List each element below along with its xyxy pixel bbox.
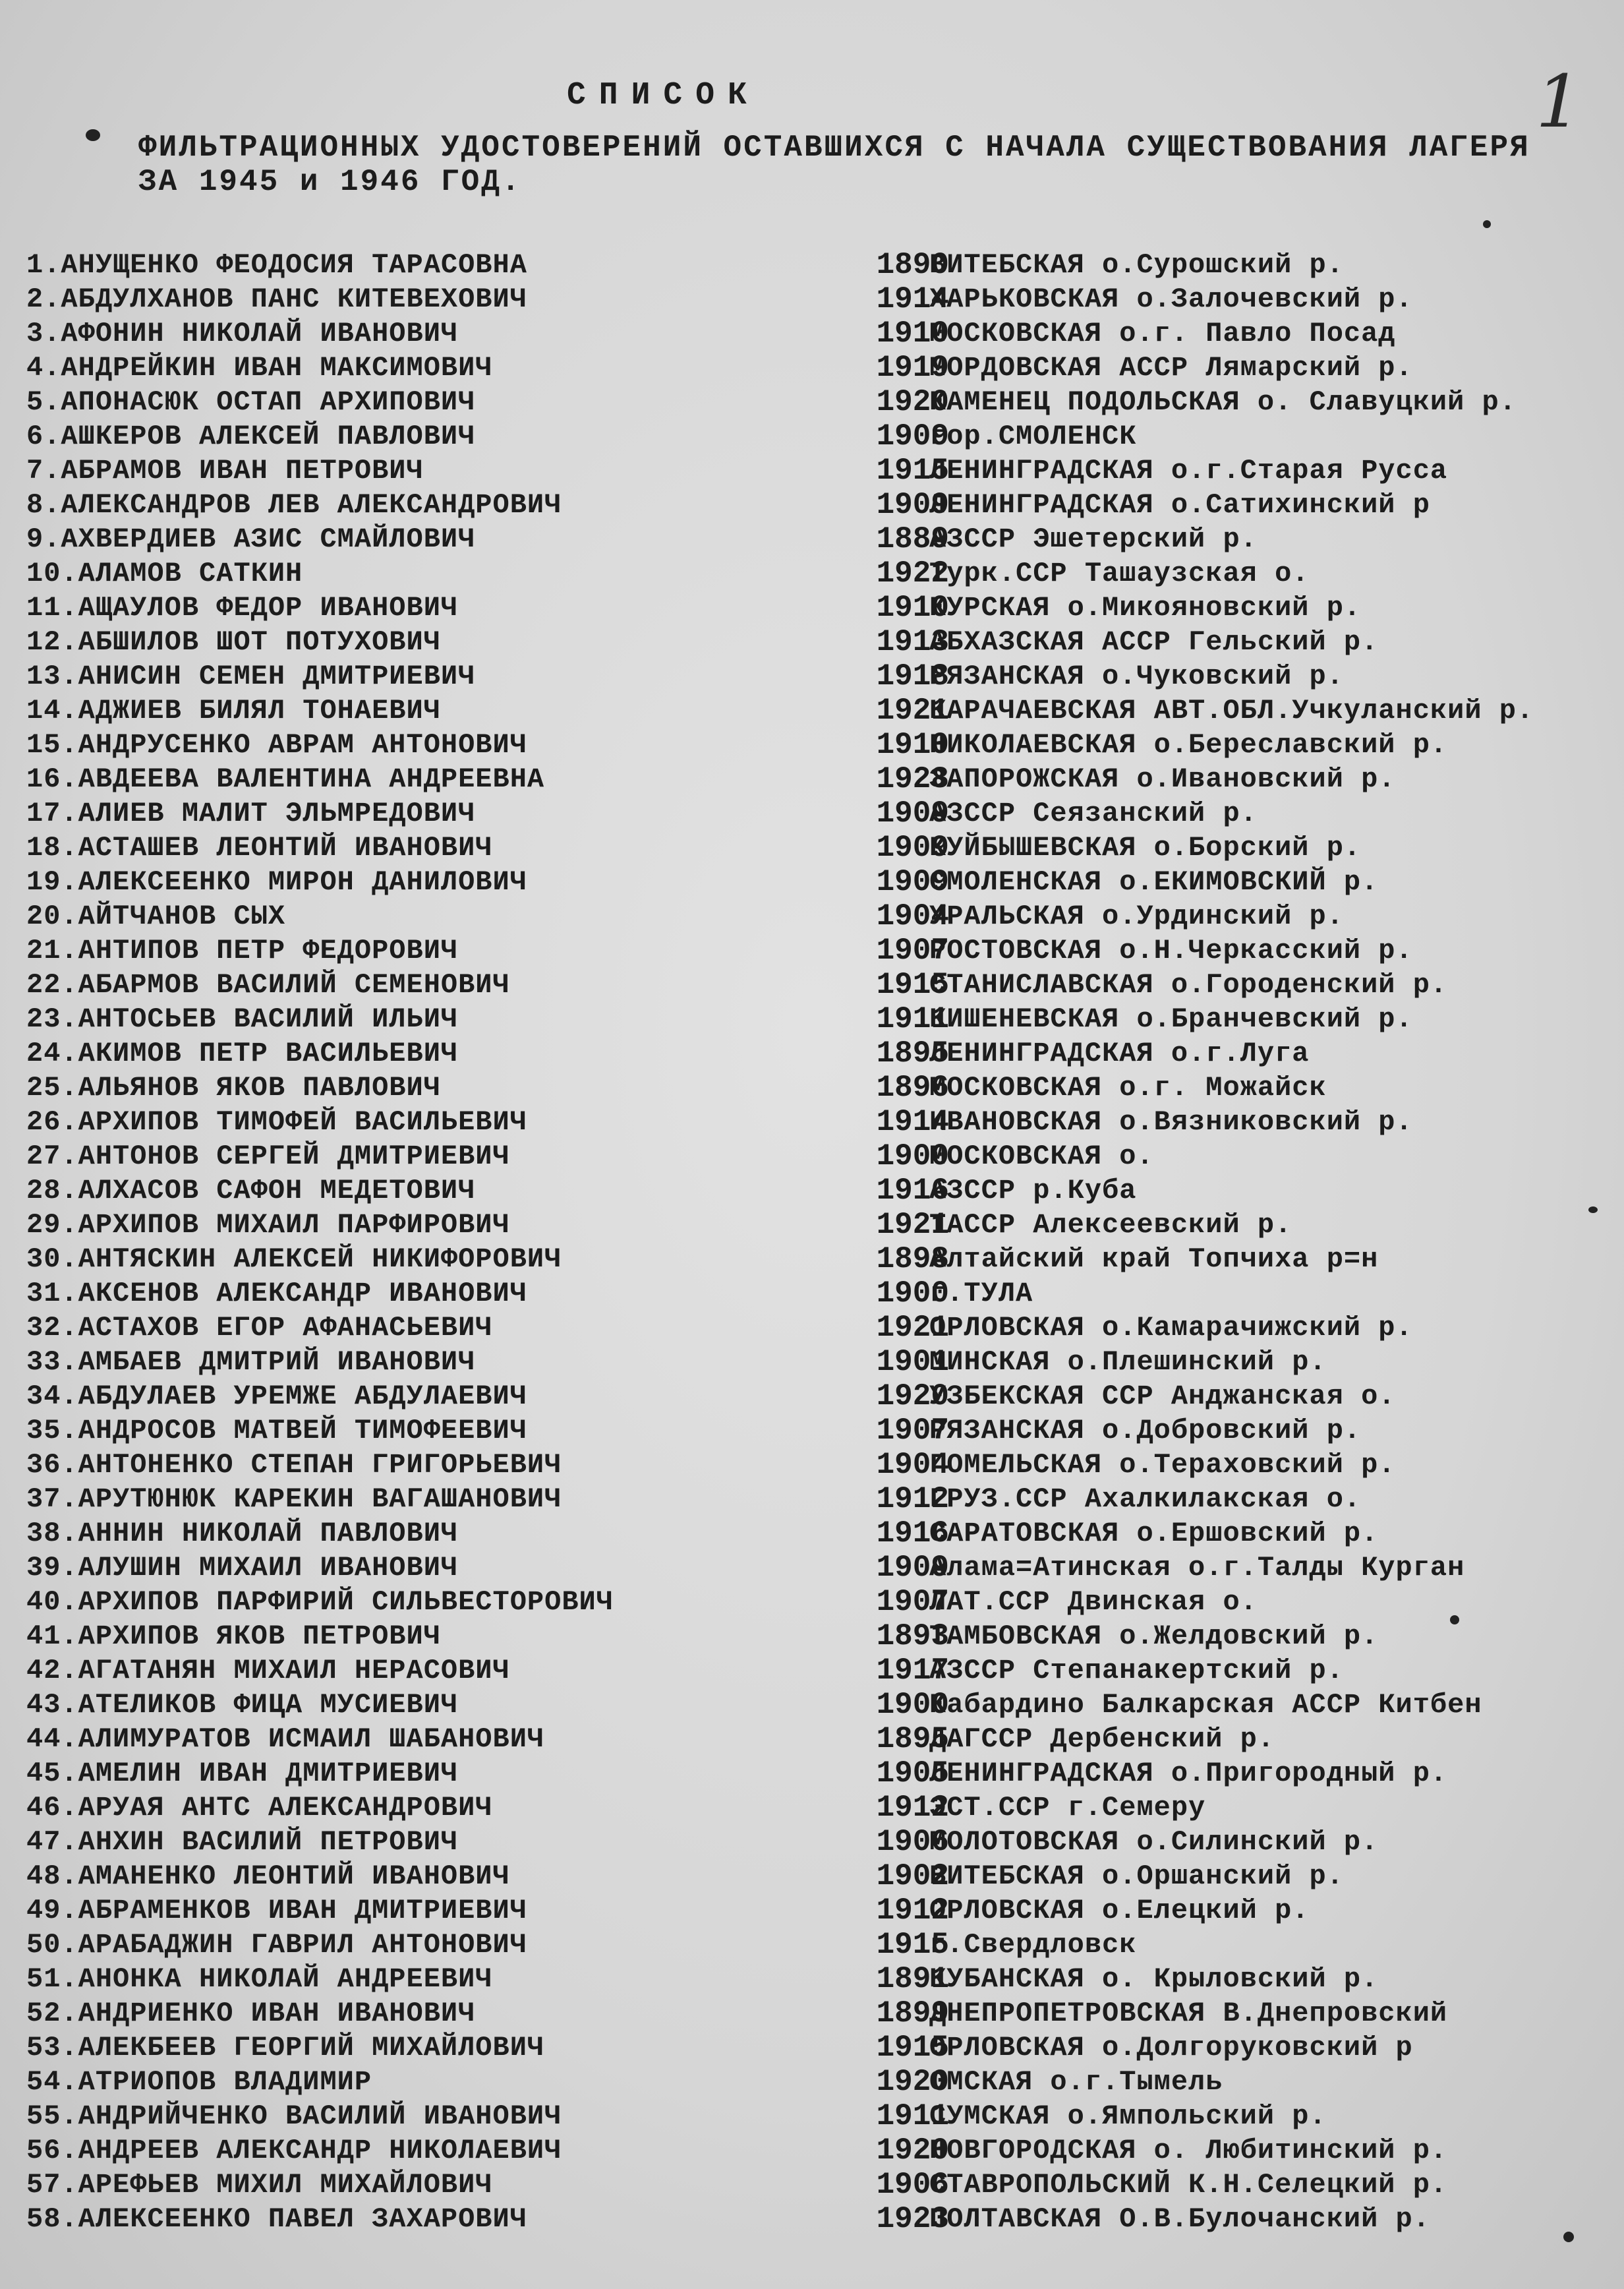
record-name: 53.АЛЕКБЕЕВ ГЕОРГИЙ МИХАЙЛОВИЧ [26, 2032, 545, 2064]
record-birthplace: г.Свердловск [929, 1929, 1137, 1961]
record-row [26, 1516, 1624, 1551]
record-row [26, 762, 1624, 796]
record-birth-year: 1891 [876, 1962, 949, 1996]
record-name: 40.АРХИПОВ ПАРФИРИЙ СИЛЬВЕСТОРОВИЧ [26, 1586, 614, 1618]
record-name: 7.АБРАМОВ ИВАН ПЕТРОВИЧ [26, 455, 424, 487]
record-birth-year: 1910 [876, 316, 949, 351]
record-row [26, 865, 1624, 899]
record-row [26, 1962, 1624, 1996]
record-name: 25.АЛЬЯНОВ ЯКОВ ПАВЛОВИЧ [26, 1072, 441, 1104]
record-birth-year: 1914 [876, 1105, 949, 1139]
record-row [26, 1928, 1624, 1962]
record-name: 45.АМЕЛИН ИВАН ДМИТРИЕВИЧ [26, 1758, 459, 1789]
ink-blot [1450, 1615, 1459, 1624]
record-row [26, 556, 1624, 591]
record-row [26, 1791, 1624, 1825]
record-row [26, 1653, 1624, 1688]
record-name: 23.АНТОСЬЕВ ВАСИЛИЙ ИЛЬИЧ [26, 1003, 459, 1035]
record-birthplace: ГОМЕЛЬСКАЯ о.Тераховский р. [929, 1449, 1396, 1481]
record-birth-year: 1915 [876, 454, 949, 488]
record-row [26, 2168, 1624, 2202]
record-name: 51.АНОНКА НИКОЛАЙ АНДРЕЕВИЧ [26, 1963, 493, 1995]
record-birth-year: 1889 [876, 522, 949, 556]
record-birthplace: АЗССР Степанакертский р. [929, 1655, 1344, 1686]
record-birthplace: ВИТЕБСКАЯ о.Оршанский р. [929, 1860, 1344, 1892]
record-birthplace: АЗССР р.Куба [929, 1175, 1137, 1206]
record-birthplace: СМОЛЕНСКАЯ о.ЕКИМОВСКИЙ р. [929, 866, 1379, 898]
record-birthplace: КАРАЧАЕВСКАЯ АВТ.ОБЛ.Учкуланский р. [929, 695, 1534, 727]
record-birthplace: СТАВРОПОЛЬСКИЙ К.Н.Селецкий р. [929, 2169, 1448, 2201]
record-row [26, 1448, 1624, 1482]
record-name: 3.АФОНИН НИКОЛАЙ ИВАНОВИЧ [26, 318, 459, 349]
ink-blot [1563, 2232, 1574, 2242]
record-name: 41.АРХИПОВ ЯКОВ ПЕТРОВИЧ [26, 1620, 441, 1652]
record-birth-year: 1905 [876, 1756, 949, 1791]
record-name: 32.АСТАХОВ ЕГОР АФАНАСЬЕВИЧ [26, 1312, 493, 1344]
record-birthplace: РОСТОВСКАЯ о.Н.Черкасский р. [929, 935, 1413, 966]
record-birth-year: 1904 [876, 899, 949, 934]
record-row [26, 728, 1624, 762]
record-row [26, 419, 1624, 454]
record-birthplace: АЗССР Сеязанский р. [929, 798, 1258, 829]
record-name: 58.АЛЕКСЕЕНКО ПАВЕЛ ЗАХАРОВИЧ [26, 2203, 527, 2235]
record-name: 1.АНУЩЕНКО ФЕОДОСИЯ ТАРАСОВНА [26, 249, 527, 281]
record-birth-year: 1917 [876, 1653, 949, 1688]
record-birthplace: ОМСКАЯ о.г.Тымель [929, 2066, 1223, 2098]
page-number: 1 [1536, 59, 1582, 144]
record-birth-year: 1912 [876, 1791, 949, 1825]
record-name: 10.АЛАМОВ САТКИН [26, 558, 303, 589]
record-name: 9.АХВЕРДИЕВ АЗИС СМАЙЛОВИЧ [26, 523, 476, 555]
record-birthplace: ОРЛОВСКАЯ о.Долгоруковский р [929, 2032, 1413, 2064]
record-name: 56.АНДРЕЕВ АЛЕКСАНДР НИКОЛАЕВИЧ [26, 2135, 562, 2166]
record-birth-year: 1920 [876, 2133, 949, 2168]
record-row [26, 1688, 1624, 1722]
record-birth-year: 1921 [876, 1311, 949, 1345]
record-row [26, 522, 1624, 556]
record-birthplace: ИВАНОВСКАЯ о.Вязниковский р. [929, 1106, 1413, 1138]
record-row [26, 2202, 1624, 2236]
record-row [26, 1585, 1624, 1619]
record-birthplace: Алама=Атинская о.г.Талды Курган [929, 1552, 1465, 1584]
record-birthplace: КУЙБЫШЕВСКАЯ о.Борский р. [929, 832, 1362, 864]
record-name: 50.АРАБАДЖИН ГАВРИЛ АНТОНОВИЧ [26, 1929, 527, 1961]
document-period: ЗА 1945 и 1946 ГОД. [138, 165, 522, 199]
record-row [26, 934, 1624, 968]
record-birth-year: 1906 [876, 1825, 949, 1859]
record-name: 44.АЛИМУРАТОВ ИСМАИЛ ШАБАНОВИЧ [26, 1723, 545, 1755]
record-name: 11.АЩАУЛОВ ФЕДОР ИВАНОВИЧ [26, 592, 459, 624]
record-birthplace: НИКОЛАЕВСКАЯ о.Береславский р. [929, 729, 1448, 761]
record-birthplace: МОСКОВСКАЯ о.г. Павло Посад [929, 318, 1396, 349]
record-birth-year: 1919 [876, 351, 949, 385]
record-name: 31.АКСЕНОВ АЛЕКСАНДР ИВАНОВИЧ [26, 1278, 527, 1309]
record-birth-year: 1911 [876, 1002, 949, 1036]
record-name: 16.АВДЕЕВА ВАЛЕНТИНА АНДРЕЕВНА [26, 763, 545, 795]
record-birthplace: ПОЛТАВСКАЯ О.В.Булочанский р. [929, 2203, 1430, 2235]
record-name: 12.АБШИЛОВ ШОТ ПОТУХОВИЧ [26, 626, 441, 658]
record-row [26, 899, 1624, 934]
record-row [26, 1413, 1624, 1448]
record-row [26, 1002, 1624, 1036]
record-birthplace: г.ТУЛА [929, 1278, 1033, 1309]
record-name: 8.АЛЕКСАНДРОВ ЛЕВ АЛЕКСАНДРОВИЧ [26, 489, 562, 521]
record-birthplace: ДАГССР Дербенский р. [929, 1723, 1275, 1755]
record-birth-year: 1915 [876, 2031, 949, 2065]
record-birth-year: 1912 [876, 1482, 949, 1516]
record-row [26, 1859, 1624, 1893]
record-birth-year: 1913 [876, 625, 949, 659]
record-birthplace: САРАТОВСКАЯ о.Ершовский р. [929, 1518, 1379, 1549]
record-birth-year: 1921 [876, 694, 949, 728]
record-name: 36.АНТОНЕНКО СТЕПАН ГРИГОРЬЕВИЧ [26, 1449, 562, 1481]
record-row [26, 1893, 1624, 1928]
record-birth-year: 1923 [876, 2202, 949, 2236]
record-birthplace: ЛЕНИНГРАДСКАЯ о.Сатихинский р [929, 489, 1430, 521]
record-birthplace: Турк.ССР Ташаузская о. [929, 558, 1310, 589]
record-birth-year: 1907 [876, 1413, 949, 1448]
record-birth-year: 1898 [876, 1242, 949, 1276]
record-row [26, 454, 1624, 488]
record-name: 15.АНДРУСЕНКО АВРАМ АНТОНОВИЧ [26, 729, 527, 761]
record-name: 22.АБАРМОВ ВАСИЛИЙ СЕМЕНОВИЧ [26, 969, 510, 1001]
record-birthplace: ЛЕНИНГРАДСКАЯ о.г.Луга [929, 1038, 1310, 1069]
record-name: 14.АДЖИЕВ БИЛЯЛ ТОНАЕВИЧ [26, 695, 441, 727]
ink-blot [86, 129, 100, 141]
record-name: 13.АНИСИН СЕМЕН ДМИТРИЕВИЧ [26, 661, 476, 692]
record-birthplace: ЛЕНИНГРАДСКАЯ о.Пригородный р. [929, 1758, 1448, 1789]
record-row [26, 2065, 1624, 2099]
record-birth-year: 1910 [876, 728, 949, 762]
record-name: 47.АНХИН ВАСИЛИЙ ПЕТРОВИЧ [26, 1826, 459, 1858]
record-birth-year: 1909 [876, 865, 949, 899]
record-birth-year: 1918 [876, 659, 949, 694]
record-birth-year: 1895 [876, 1036, 949, 1071]
record-name: 24.АКИМОВ ПЕТР ВАСИЛЬЕВИЧ [26, 1038, 459, 1069]
record-birth-year: 1900 [876, 1688, 949, 1722]
record-name: 54.АТРИОПОВ ВЛАДИМИР [26, 2066, 372, 2098]
record-birthplace: КАМЕНЕЦ ПОДОЛЬСКАЯ о. Славуцкий р. [929, 386, 1517, 418]
record-birth-year: 1912 [876, 1893, 949, 1928]
record-name: 27.АНТОНОВ СЕРГЕЙ ДМИТРИЕВИЧ [26, 1141, 510, 1172]
document-subtitle: ФИЛЬТРАЦИОННЫХ УДОСТОВЕРЕНИЙ ОСТАВШИХСЯ С НАЧАЛА СУЩЕСТВОВАНИЯ ЛАГЕРЯ [138, 131, 1530, 165]
record-birth-year: 1928 [876, 762, 949, 796]
record-birthplace: ТАМБОВСКАЯ о.Желдовский р. [929, 1620, 1379, 1652]
record-row [26, 2031, 1624, 2065]
record-birth-year: 1909 [876, 831, 949, 865]
record-row [26, 248, 1624, 282]
record-row [26, 282, 1624, 316]
record-birth-year: 1909 [876, 419, 949, 454]
record-name: 49.АБРАМЕНКОВ ИВАН ДМИТРИЕВИЧ [26, 1895, 527, 1926]
record-birthplace: НОВГОРОДСКАЯ о. Любитинский р. [929, 2135, 1448, 2166]
record-name: 57.АРЕФЬЕВ МИХИЛ МИХАЙЛОВИЧ [26, 2169, 493, 2201]
record-row [26, 1139, 1624, 1174]
record-birth-year: 1909 [876, 1551, 949, 1585]
record-birthplace: Алтайский край Топчиха р=н [929, 1243, 1379, 1275]
record-birthplace: УЗБЕКСКАЯ ССР Анджанская о. [929, 1381, 1396, 1412]
record-birth-year: 1920 [876, 1379, 949, 1413]
record-row [26, 2133, 1624, 2168]
record-row [26, 1071, 1624, 1105]
record-birth-year: 1890 [876, 248, 949, 282]
record-row [26, 831, 1624, 865]
record-row [26, 351, 1624, 385]
record-name: 38.АННИН НИКОЛАЙ ПАВЛОВИЧ [26, 1518, 459, 1549]
record-name: 19.АЛЕКСЕЕНКО МИРОН ДАНИЛОВИЧ [26, 866, 527, 898]
record-birthplace: гор.СМОЛЕНСК [929, 421, 1137, 452]
record-birthplace: КИШЕНЕВСКАЯ о.Бранчевский р. [929, 1003, 1413, 1035]
record-name: 55.АНДРИЙЧЕНКО ВАСИЛИЙ ИВАНОВИЧ [26, 2100, 562, 2132]
record-birth-year: 1915 [876, 1928, 949, 1962]
record-name: 20.АЙТЧАНОВ СЫХ [26, 901, 286, 932]
record-row [26, 1105, 1624, 1139]
record-row [26, 694, 1624, 728]
record-name: 17.АЛИЕВ МАЛИТ ЭЛЬМРЕДОВИЧ [26, 798, 476, 829]
record-name: 30.АНТЯСКИН АЛЕКСЕЙ НИКИФОРОВИЧ [26, 1243, 562, 1275]
record-name: 42.АГАТАНЯН МИХАИЛ НЕРАСОВИЧ [26, 1655, 510, 1686]
ink-blot [1588, 1206, 1598, 1213]
record-birth-year: 1911 [876, 2099, 949, 2133]
record-name: 5.АПОНАСЮК ОСТАП АРХИПОВИЧ [26, 386, 476, 418]
record-birth-year: 1902 [876, 1859, 949, 1893]
record-birth-year: 1922 [876, 556, 949, 591]
record-name: 46.АРУАЯ АНТС АЛЕКСАНДРОВИЧ [26, 1792, 493, 1824]
record-row [26, 1996, 1624, 2031]
record-row [26, 625, 1624, 659]
record-row [26, 1551, 1624, 1585]
record-birthplace: АБХАЗСКАЯ АССР Гельский р. [929, 626, 1379, 658]
record-birthplace: СТАНИСЛАВСКАЯ о.Городенский р. [929, 969, 1448, 1001]
record-birthplace: Кабардино Балкарская АССР Китбен [929, 1689, 1482, 1721]
record-birthplace: МОСКОВСКАЯ о.г. Можайск [929, 1072, 1327, 1104]
record-birth-year: 1900 [876, 1276, 949, 1311]
record-birthplace: МОЛОТОВСКАЯ о.Силинский р. [929, 1826, 1379, 1858]
record-name: 4.АНДРЕЙКИН ИВАН МАКСИМОВИЧ [26, 352, 493, 384]
record-row [26, 968, 1624, 1002]
record-birth-year: 1921 [876, 1208, 949, 1242]
record-name: 28.АЛХАСОВ САФОН МЕДЕТОВИЧ [26, 1175, 476, 1206]
record-birthplace: МОСКОВСКАЯ о. [929, 1141, 1154, 1172]
record-birthplace: МИНСКАЯ о.Плешинский р. [929, 1346, 1327, 1378]
record-birth-year: 1899 [876, 1996, 949, 2031]
record-birthplace: РЯЗАНСКАЯ о.Добровский р. [929, 1415, 1362, 1446]
record-row [26, 1208, 1624, 1242]
record-birth-year: 1916 [876, 1516, 949, 1551]
record-birthplace: ТАССР Алексеевский р. [929, 1209, 1292, 1241]
record-birthplace: УРАЛЬСКАЯ о.Урдинский р. [929, 901, 1344, 932]
record-name: 48.АМАНЕНКО ЛЕОНТИЙ ИВАНОВИЧ [26, 1860, 510, 1892]
record-name: 6.АШКЕРОВ АЛЕКСЕЙ ПАВЛОВИЧ [26, 421, 476, 452]
record-name: 2.АБДУЛХАНОВ ПАНС КИТЕВЕХОВИЧ [26, 283, 527, 315]
record-row [26, 1482, 1624, 1516]
record-row [26, 2099, 1624, 2133]
record-birthplace: ВИТЕБСКАЯ о.Сурошский р. [929, 249, 1344, 281]
ink-blot [1483, 220, 1491, 228]
record-row [26, 1379, 1624, 1413]
record-birthplace: РЯЗАНСКАЯ о.Чуковский р. [929, 661, 1344, 692]
record-birth-year: 1907 [876, 1585, 949, 1619]
record-name: 39.АЛУШИН МИХАИЛ ИВАНОВИЧ [26, 1552, 459, 1584]
record-birth-year: 1900 [876, 1139, 949, 1174]
record-name: 33.АМБАЕВ ДМИТРИЙ ИВАНОВИЧ [26, 1346, 476, 1378]
record-name: 52.АНДРИЕНКО ИВАН ИВАНОВИЧ [26, 1998, 476, 2029]
record-row [26, 796, 1624, 831]
document-title: СПИСОК [567, 78, 760, 113]
record-row [26, 1036, 1624, 1071]
record-row [26, 1276, 1624, 1311]
record-birthplace: ЛЕНИНГРАДСКАЯ о.г.Старая Русса [929, 455, 1448, 487]
record-name: 18.АСТАШЕВ ЛЕОНТИЙ ИВАНОВИЧ [26, 832, 493, 864]
record-birthplace: СУМСКАЯ о.Ямпольский р. [929, 2100, 1327, 2132]
record-row [26, 1825, 1624, 1859]
record-row [26, 1722, 1624, 1756]
record-birthplace: КУРСКАЯ о.Микояновский р. [929, 592, 1362, 624]
record-name: 37.АРУТЮНЮК КАРЕКИН ВАГАШАНОВИЧ [26, 1483, 562, 1515]
record-birth-year: 1909 [876, 796, 949, 831]
record-name: 29.АРХИПОВ МИХАИЛ ПАРФИРОВИЧ [26, 1209, 510, 1241]
record-birth-year: 1893 [876, 1619, 949, 1653]
record-name: 43.АТЕЛИКОВ ФИЦА МУСИЕВИЧ [26, 1689, 459, 1721]
record-birthplace: КУБАНСКАЯ о. Крыловский р. [929, 1963, 1379, 1995]
record-name: 21.АНТИПОВ ПЕТР ФЕДОРОВИЧ [26, 935, 459, 966]
record-birthplace: ОРЛОВСКАЯ о.Камарачижский р. [929, 1312, 1413, 1344]
record-name: 34.АБДУЛАЕВ УРЕМЖЕ АБДУЛАЕВИЧ [26, 1381, 527, 1412]
record-birthplace: ДНЕПРОПЕТРОВСКАЯ В.Днепровский [929, 1998, 1448, 2029]
record-name: 35.АНДРОСОВ МАТВЕЙ ТИМОФЕЕВИЧ [26, 1415, 527, 1446]
record-row [26, 1174, 1624, 1208]
record-row [26, 1345, 1624, 1379]
record-birthplace: ГРУЗ.ССР Ахалкилакская о. [929, 1483, 1362, 1515]
record-birth-year: 1920 [876, 2065, 949, 2099]
record-row [26, 385, 1624, 419]
record-birth-year: 1915 [876, 968, 949, 1002]
record-birthplace: ХАРЬКОВСКАЯ о.Залочевский р. [929, 283, 1413, 315]
records-list [26, 248, 1624, 2236]
record-birth-year: 1904 [876, 1448, 949, 1482]
record-row [26, 659, 1624, 694]
record-birthplace: ЭСТ.ССР г.Семеру [929, 1792, 1206, 1824]
record-birth-year: 1916 [876, 1174, 949, 1208]
record-birth-year: 1901 [876, 1345, 949, 1379]
record-row [26, 1756, 1624, 1791]
record-birth-year: 1914 [876, 282, 949, 316]
record-row [26, 1619, 1624, 1653]
record-row [26, 488, 1624, 522]
record-birth-year: 1896 [876, 1071, 949, 1105]
record-birthplace: МОРДОВСКАЯ АССР Лямарский р. [929, 352, 1413, 384]
record-birth-year: 1910 [876, 591, 949, 625]
record-birth-year: 1907 [876, 934, 949, 968]
record-birthplace: ОРЛОВСКАЯ о.Елецкий р. [929, 1895, 1310, 1926]
record-row [26, 1242, 1624, 1276]
record-birth-year: 1909 [876, 488, 949, 522]
record-birthplace: АЗССР Эшетерский р. [929, 523, 1258, 555]
record-birth-year: 1906 [876, 2168, 949, 2202]
record-birthplace: ЗАПОРОЖСКАЯ о.Ивановский р. [929, 763, 1396, 795]
record-row [26, 591, 1624, 625]
record-name: 26.АРХИПОВ ТИМОФЕЙ ВАСИЛЬЕВИЧ [26, 1106, 527, 1138]
record-birth-year: 1895 [876, 1722, 949, 1756]
record-birth-year: 1920 [876, 385, 949, 419]
record-row [26, 1311, 1624, 1345]
record-row [26, 316, 1624, 351]
record-birthplace: ЛАТ.ССР Двинская о. [929, 1586, 1258, 1618]
